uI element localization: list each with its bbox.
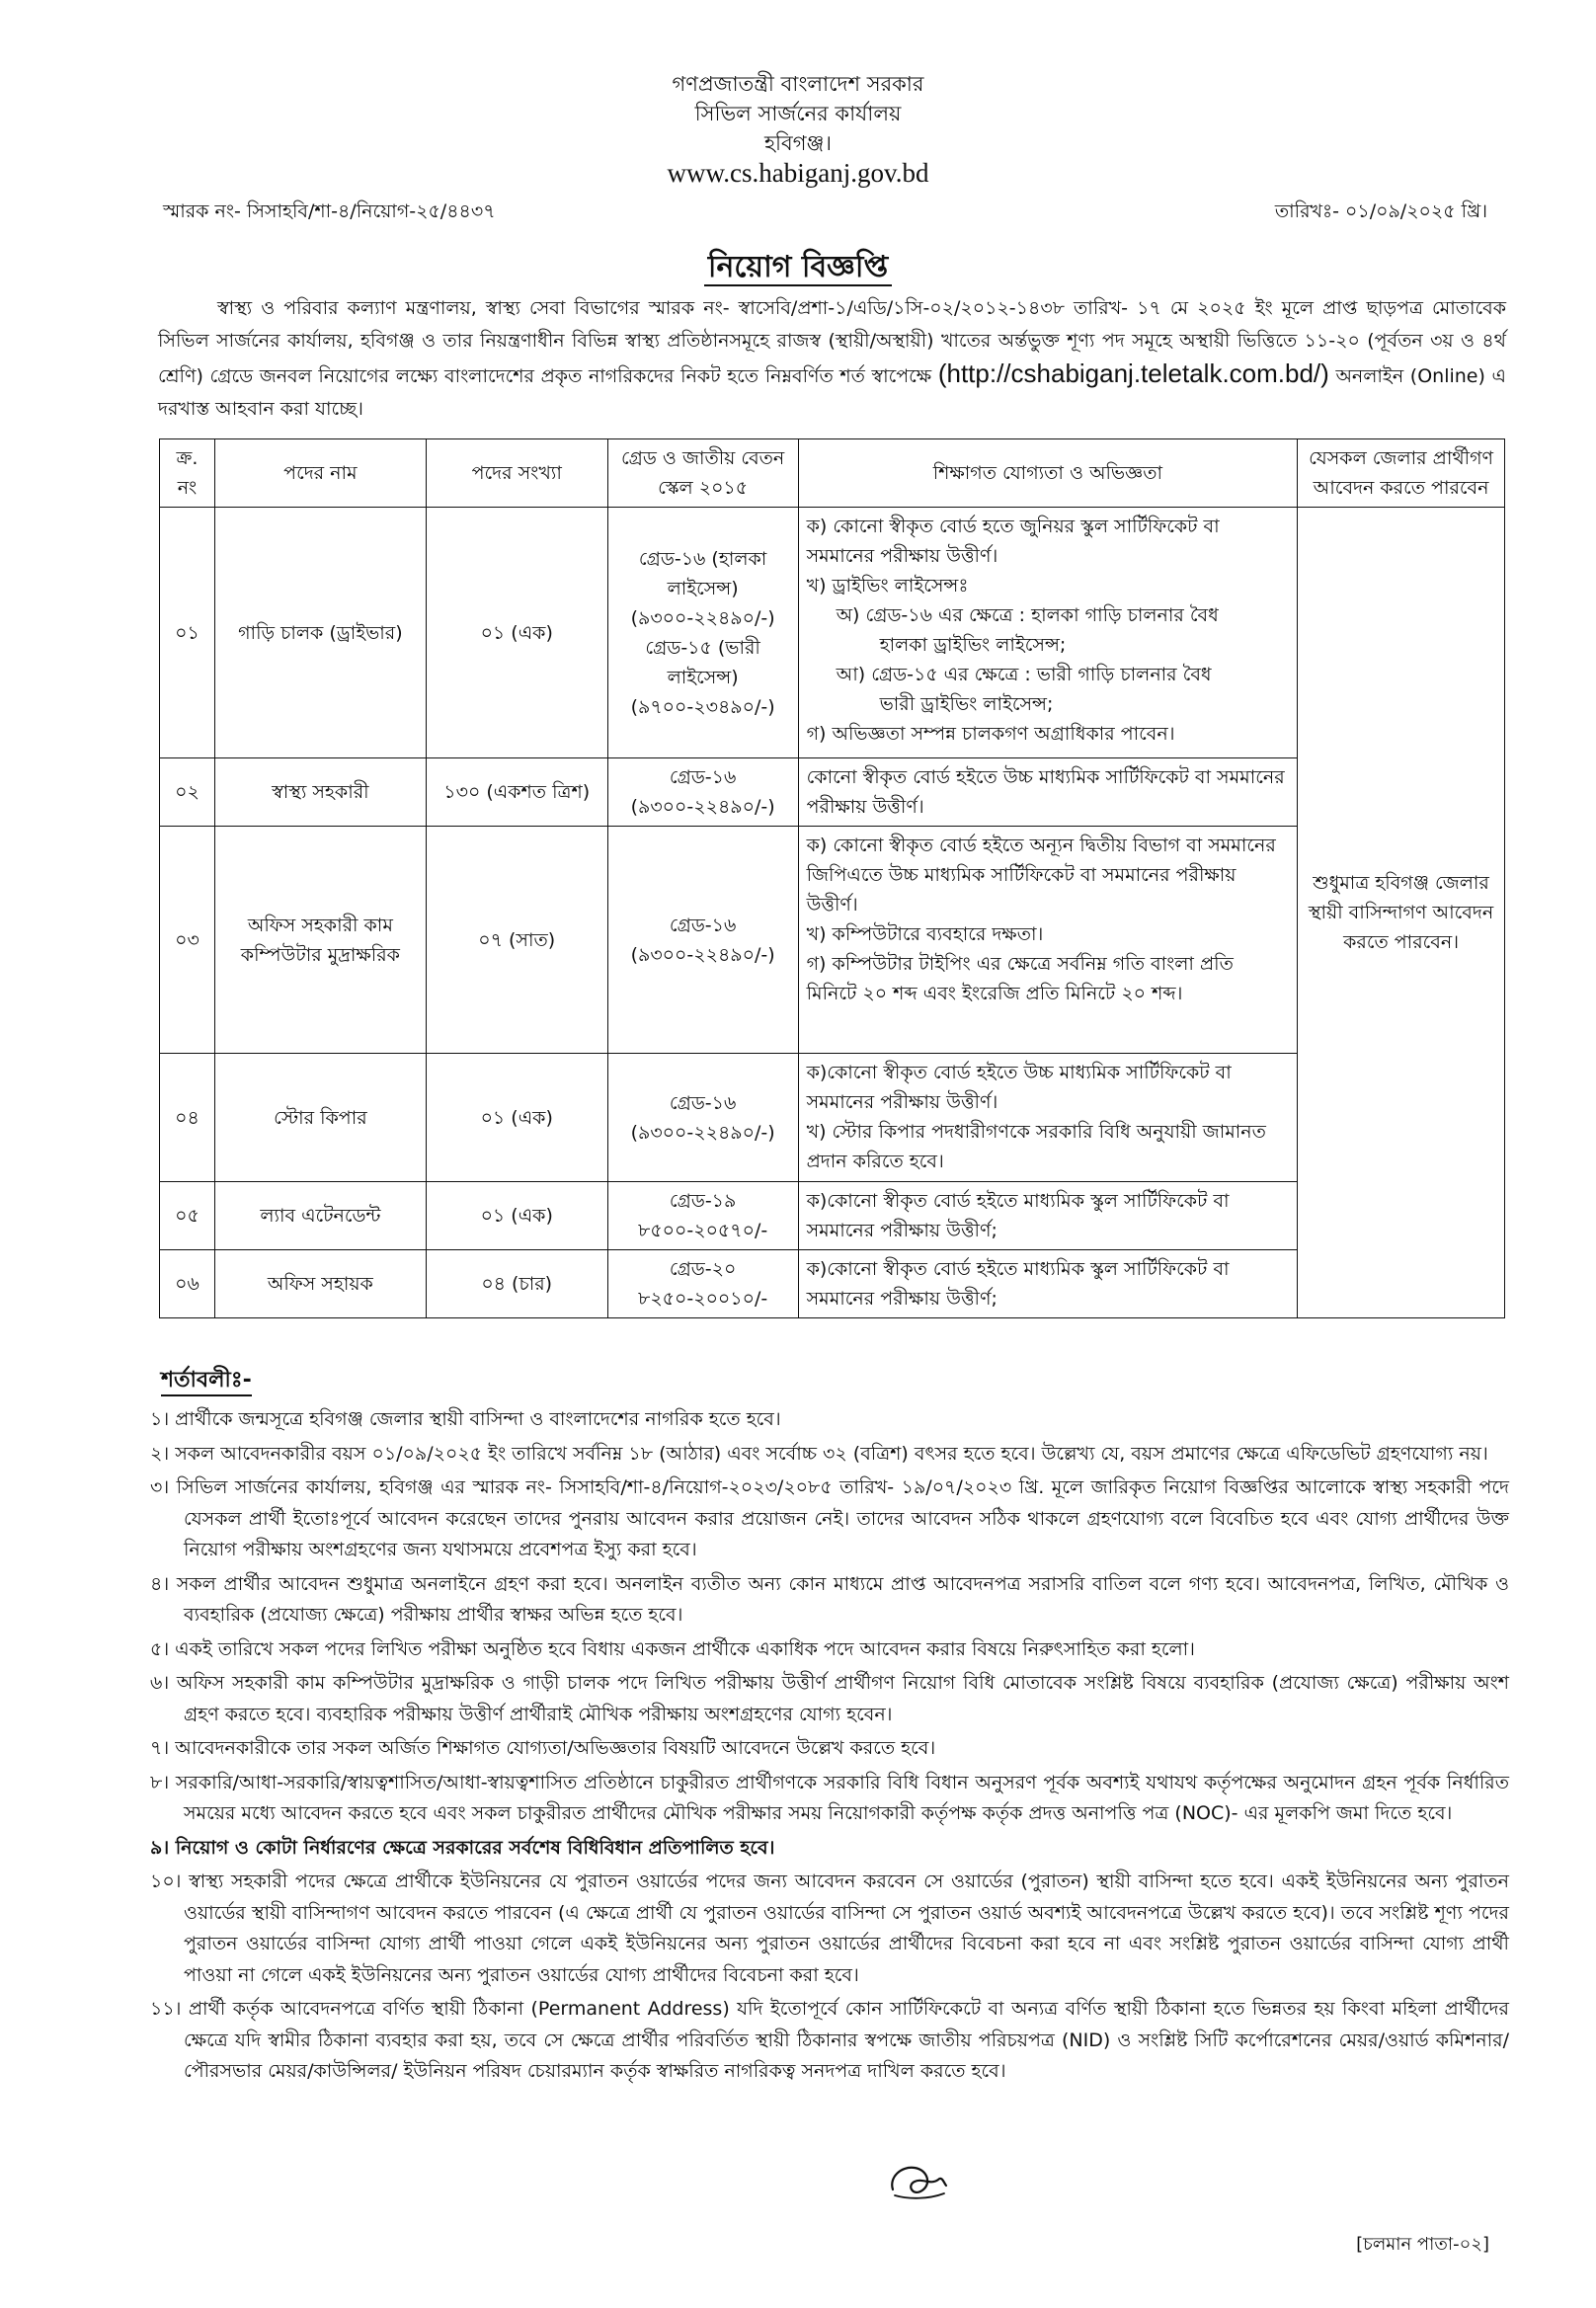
row-qualification: কোনো স্বীকৃত বোর্ড হইতে উচ্চ মাধ্যমিক সার্টিফিকেট বা সমমানের পরীক্ষায় উত্তীর্ণ। [798,758,1298,827]
office-location: হবিগঞ্জ। [764,131,832,155]
continuation-note: [চলমান পাতা-০২] [1356,2234,1489,2255]
term-item: ১১। প্রার্থী কর্তৃক আবেদনপত্রে বর্ণিত স্থায়ী ঠিকানা (Permanent Address) যদি ইতোপূর্বে কোন সার্টিফিকেটে বা অন্যত্র বর্ণিত স্থায়ী ঠিকানা হতে ভিন্নতর হয় কিংবা মহিলা প্রার্থীদের ক্ষেত্রে যদি স্বামীর ঠিকানা ব্যবহার করা হয়, তবে সে ক্ষেত্রে প্রার্থীর পরিবর্তিত স্থায়ী ঠিকানার স্বপক্ষে জাতীয় পরিচয়পত্র (NID) ও সংশ্লিষ্ট সিটি কর্পোরেশনের মেয়র/ওয়ার্ড কমিশনার/পৌরসভার মেয়র/কাউন্সিলর/ ইউনিয়ন পরিষদ চেয়ারম্যান কর্তৃক স্বাক্ষরিত নাগরিকত্ব সনদপত্র দাখিল করতে হবে। [150,1998,1509,2082]
office-website: www.cs.habiganj.gov.bd [667,158,929,188]
row-post-count: ০১ (এক) [426,508,607,758]
row-qualification: ক)কোনো স্বীকৃত বোর্ড হইতে মাধ্যমিক স্কুল সার্টিফিকেট বা সমমানের পরীক্ষায় উত্তীর্ণ; [798,1250,1298,1318]
header-grade: গ্রেড ও জাতীয় বেতন স্কেল ২০১৫ [607,439,798,508]
term-item: ৮। সরকারি/আধা-সরকারি/স্বায়ত্বশাসিত/আধা-স্বায়ত্বশাসিত প্রতিষ্ঠানে চাকুরীরত প্রার্থীগণকে সরকারি বিধি বিধান অনুসরণ পূর্বক অবশ্যই যথাযথ কর্তৃপক্ষের অনুমোদন গ্রহন পূর্বক নির্ধারিত সময়ের মধ্যে আবেদন করতে হবে এবং সকল চাকুরীরত প্রার্থীদের মৌখিক পরীক্ষার সময় নিয়োগকারী কর্তৃপক্ষ কর্তৃক প্রদত্ত অনাপত্তি পত্র (NOC)- এর মূলকপি জমা দিতে হবে। [150,1771,1509,1824]
row-post-count: ০৪ (চার) [426,1250,607,1318]
row-grade: গ্রেড-১৬ (হালকা লাইসেন্স) (৯৩০০-২২৪৯০/-) গ্রেড-১৫ (ভারী লাইসেন্স) (৯৭০০-২৩৪৯০/-) [607,508,798,758]
terms-list [150,1404,1509,2091]
office-name: সিভিল সার্জনের কার্যালয় [694,102,902,125]
row-post-count: ০১ (এক) [426,1182,607,1250]
row-qualification: ক)কোনো স্বীকৃত বোর্ড হইতে মাধ্যমিক স্কুল সার্টিফিকেট বা সমমানের পরীক্ষায় উত্তীর্ণ; [798,1182,1298,1250]
row-grade: গ্রেড-২০ ৮২৫০-২০০১০/- [607,1250,798,1318]
term-item: ৫। একই তারিখে সকল পদের লিখিত পরীক্ষা অনুষ্ঠিত হবে বিধায় একজন প্রার্থীকে একাধিক পদে আবেদন করার বিষয়ে নিরুৎসাহিত করা হলো। [150,1637,1195,1660]
term-item: ৬। অফিস সহকারী কাম কম্পিউটার মুদ্রাক্ষরিক ও গাড়ী চালক পদে লিখিত পরীক্ষায় উত্তীর্ণ প্রার্থীগণ নিয়োগ বিধি মোতাবেক সংশ্লিষ্ট বিষয়ে ব্যবহারিক (প্রযোজ্য ক্ষেত্রে) পরীক্ষায় অংশ গ্রহণ করতে হবে। ব্যবহারিক পরীক্ষায় উত্তীর্ণ প্রার্থীরাই মৌখিক পরীক্ষায় অংশগ্রহণের যোগ্য হবেন। [150,1672,1509,1725]
eligibility-cell: শুধুমাত্র হবিগঞ্জ জেলার স্থায়ী বাসিন্দাগণ আবেদন করতে পারবেন। [1298,508,1505,1318]
term-item: ৯। নিয়োগ ও কোটা নির্ধারণের ক্ষেত্রে সরকারের সর্বশেষ বিধিবিধান প্রতিপালিত হবে। [150,1836,775,1859]
table-header-row [160,439,1505,508]
term-item: ২। সকল আবেদনকারীর বয়স ০১/০৯/২০২৫ ইং তারিখে সর্বনিম্ন ১৮ (আঠার) এবং সর্বোচ্চ ৩২ (বত্রিশ) বৎসর হতে হবে। উল্লেখ্য যে, বয়স প্রমাণের ক্ষেত্রে এফিডেভিট গ্রহণযোগ্য নয়। [150,1442,1488,1465]
row-serial: ০৬ [160,1250,215,1318]
header-eligibility: যেসকল জেলার প্রার্থীগণ আবেদন করতে পারবেন [1298,439,1505,508]
row-post-name: অফিস সহকারী কাম কম্পিউটার মুদ্রাক্ষরিক [214,827,426,1054]
row-post-count: ০৭ (সাত) [426,827,607,1054]
row-grade: গ্রেড-১৬ (৯৩০০-২২৪৯০/-) [607,758,798,827]
intro-paragraph: স্বাস্থ্য ও পরিবার কল্যাণ মন্ত্রণালয়, স্বাস্থ্য সেবা বিভাগের স্মারক নং- স্বাসেবি/প্রশা-১/এডি/১সি-০২/২০১২-১৪৩৮ তারিখ- ১৭ মে ২০২৫ ইং মূলে প্রাপ্ত ছাড়পত্র মোতাবেক সিভিল সার্জনের কার্যালয়, হবিগঞ্জ ও তার নিয়ন্ত্রণাধীন বিভিন্ন স্বাস্থ্য প্রতিষ্ঠানসমূহে রাজস্ব (স্থায়ী/অস্থায়ী) খাতের অর্ন্তভুক্ত শূণ্য পদ সমূহে অস্থায়ী ভিত্তিতে ১১-২০ (পূর্বতন ৩য় ও ৪র্থ শ্রেণি) গ্রেডে জনবল নিয়োগের লক্ষ্যে বাংলাদেশের প্রকৃত নাগরিকদের নিকট হতে নিম্নবর্ণিত শর্ত স্বাপেক্ষে (http://cshabiganj.teletalk.com.bd/) অনলাইন (Online) এ দরখাস্ত আহবান করা যাচ্ছে। [158,297,1507,420]
memo-number: স্মারক নং- সিসাহবি/শা-৪/নিয়োগ-২৫/৪৪৩৭ [163,200,496,222]
posts-table [159,438,1505,1318]
header-qualification: শিক্ষাগত যোগ্যতা ও অভিজ্ঞতা [798,439,1298,508]
row-qualification: ক) কোনো স্বীকৃত বোর্ড হতে জুনিয়র স্কুল সার্টিফিকেট বা সমমানের পরীক্ষায় উত্তীর্ণ। খ) ড্রাইভিং লাইসেন্সঃ অ) গ্রেড-১৬ এর ক্ষেত্রে : হালকা গাড়ি চালনার বৈধ হালকা ড্রাইভিং লাইসেন্স; আ) গ্রেড-১৫ এর ক্ষেত্রে : ভারী গাড়ি চালনার বৈধ ভারী ড্রাইভিং লাইসেন্স; গ) অভিজ্ঞতা সম্পন্ন চালকগণ অগ্রাধিকার পাবেন। [798,508,1298,758]
row-post-name: ল্যাব এটেনডেন্ট [214,1182,426,1250]
row-post-count: ০১ (এক) [426,1054,607,1182]
row-post-name: গাড়ি চালক (ড্রাইভার) [214,508,426,758]
row-grade: গ্রেড-১৬ (৯৩০০-২২৪৯০/-) [607,1054,798,1182]
term-item: ৩। সিভিল সার্জনের কার্যালয়, হবিগঞ্জ এর স্মারক নং- সিসাহবি/শা-৪/নিয়োগ-২০২৩/২০৮৫ তারিখ- ১৯/০৭/২০২৩ খ্রি. মূলে জারিকৃত নিয়োগ বিজ্ঞপ্তির আলোকে স্বাস্থ্য সহকারী পদে যেসকল প্রার্থী ইতোঃপূর্বে আবেদন করেছেন তাদের পুনরায় আবেদন করার প্রয়োজন নেই। তাদের আবেদন সঠিক থাকলে গ্রহণযোগ্য বলে বিবেচিত হবে এবং যোগ্য প্রার্থীদের উক্ত নিয়োগ পরীক্ষায় অংশগ্রহণের জন্য যথাসময়ে প্রবেশপত্র ইস্যু করা হবে। [150,1476,1509,1560]
row-grade: গ্রেড-১৬ (৯৩০০-২২৪৯০/-) [607,827,798,1054]
term-item: ১। প্রার্থীকে জন্মসূত্রে হবিগঞ্জ জেলার স্থায়ী বাসিন্দা ও বাংলাদেশের নাগরিক হতে হবে। [150,1408,781,1430]
term-item: ১০। স্বাস্থ্য সহকারী পদের ক্ষেত্রে প্রার্থীকে ইউনিয়নের যে পুরাতন ওয়ার্ডের পদের জন্য আবেদন করবেন সে ওয়ার্ডের (পুরাতন) স্থায়ী বাসিন্দা হতে হবে। একই ইউনিয়নের অন্য পুরাতন ওয়ার্ডের স্থায়ী বাসিন্দাগণ আবেদন করতে পারবেন (এ ক্ষেত্রে প্রার্থী যে পুরাতন ওয়ার্ডের বাসিন্দা সে পুরাতন ওয়ার্ড অবশ্যই আবেদনপত্রে উল্লেখ করতে হবে)। তবে সংশ্লিষ্ট শূণ্য পদের পুরাতন ওয়ার্ডের বাসিন্দা যোগ্য প্রার্থী পাওয়া গেলে একই ইউনিয়নের অন্য পুরাতন ওয়ার্ডের প্রার্থীদের বিবেচনা করা হবে না এবং সংশ্লিষ্ট পুরাতন ওয়ার্ডের বাসিন্দা যোগ্য প্রার্থী পাওয়া না গেলে একই ইউনিয়নের অন্য পুরাতন ওয়ার্ডের যোগ্য প্রার্থীদের বিবেচনা করা হবে। [150,1870,1509,1986]
row-serial: ০৫ [160,1182,215,1250]
page-title: নিয়োগ বিজ্ঞপ্তি [0,243,1596,293]
row-post-name: স্বাস্থ্য সহকারী [214,758,426,827]
row-qualification: ক) কোনো স্বীকৃত বোর্ড হইতে অন্যূন দ্বিতীয় বিভাগ বা সমমানের জিপিএতে উচ্চ মাধ্যমিক সার্টিফিকেট বা সমমানের পরীক্ষায় উত্তীর্ণ। খ) কম্পিউটারে ব্যবহারে দক্ষতা। গ) কম্পিউটার টাইপিং এর ক্ষেত্রে সর্বনিম্ন গতি বাংলা প্রতি মিনিটে ২০ শব্দ এবং ইংরেজি প্রতি মিনিটে ২০ শব্দ। [798,827,1298,1054]
terms-heading: শর্তাবলীঃ- [161,1367,252,1396]
row-serial: ০২ [160,758,215,827]
row-post-name: স্টোর কিপার [214,1054,426,1182]
header-post-name: পদের নাম [214,439,426,508]
header-post-count: পদের সংখ্যা [426,439,607,508]
row-post-count: ১৩০ (একশত ত্রিশ) [426,758,607,827]
application-link: (http://cshabiganj.teletalk.com.bd/) [937,358,1329,388]
term-item: ৭। আবেদনকারীকে তার সকল অর্জিত শিক্ষাগত যোগ্যতা/অভিজ্ঞতার বিষয়টি আবেদনে উল্লেখ করতে হবে। [150,1737,936,1759]
signature [885,2156,952,2205]
table-row [160,508,1505,758]
row-serial: ০৪ [160,1054,215,1182]
row-serial: ০১ [160,508,215,758]
govt-name: গণপ্রজাতন্ত্রী বাংলাদেশ সরকার [672,72,924,96]
row-serial: ০৩ [160,827,215,1054]
memo-date: তারিখঃ- ০১/০৯/২০২৫ খ্রি। [1274,200,1487,222]
row-grade: গ্রেড-১৯ ৮৫০০-২০৫৭০/- [607,1182,798,1250]
row-qualification: ক)কোনো স্বীকৃত বোর্ড হইতে উচ্চ মাধ্যমিক সার্টিফিকেট বা সমমানের পরীক্ষায় উত্তীর্ণ। খ) স্টোর কিপার পদধারীগণকে সরকারি বিধি অনুযায়ী জামানত প্রদান করিতে হবে। [798,1054,1298,1182]
row-post-name: অফিস সহায়ক [214,1250,426,1318]
term-item: ৪। সকল প্রার্থীর আবেদন শুধুমাত্র অনলাইনে গ্রহণ করা হবে। অনলাইন ব্যতীত অন্য কোন মাধ্যমে প্রাপ্ত আবেদনপত্র সরাসরি বাতিল বলে গণ্য হবে। আবেদনপত্র, লিখিত, মৌখিক ও ব্যবহারিক (প্রযোজ্য ক্ষেত্রে) পরীক্ষায় প্রার্থীর স্বাক্ষর অভিন্ন হতে হবে। [150,1572,1509,1626]
header-serial: ক্র. নং [160,439,215,508]
